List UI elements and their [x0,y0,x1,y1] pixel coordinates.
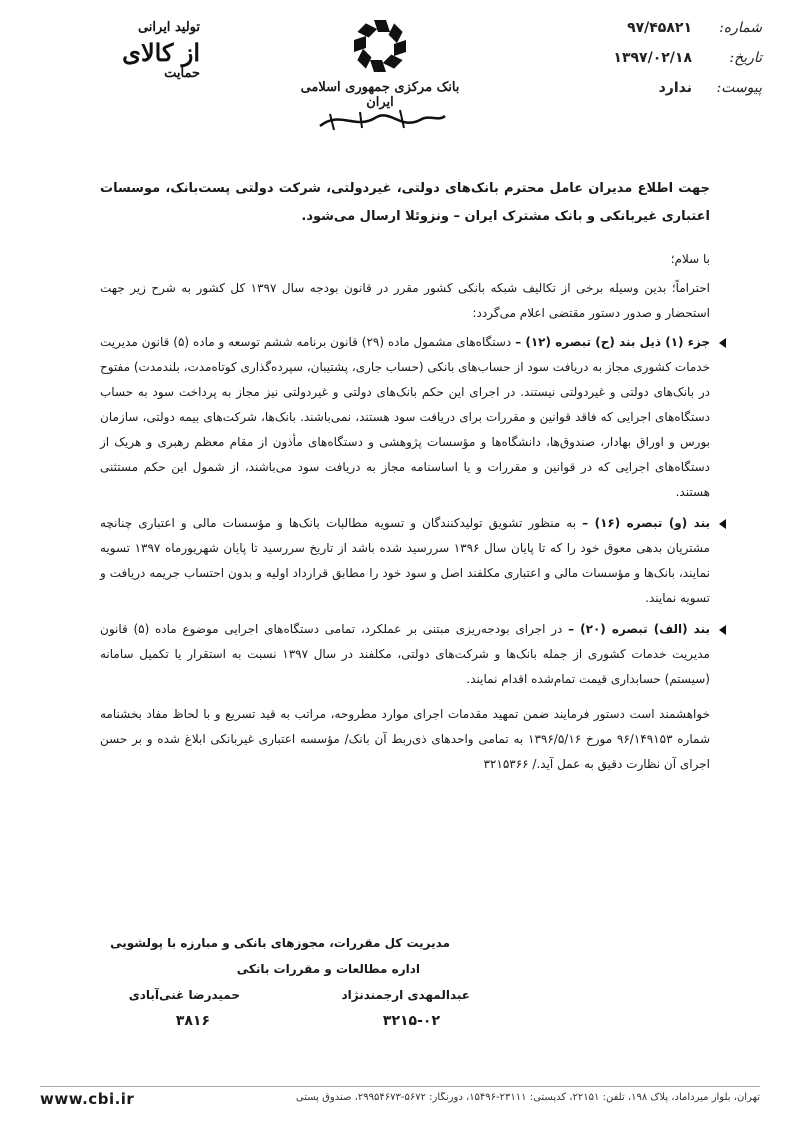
signature-office: اداره مطالعات و مقررات بانکی [236,962,420,976]
calligraphy-mark [300,100,460,140]
date-row [502,50,762,80]
signer-code-2: ۳۸۱۶ [175,1013,210,1029]
slogan-line-3: حمایت [164,66,200,81]
signature-department: مدیریت کل مقررات، مجوزهای بانکی و مبارزه با پولشویی [110,936,450,950]
list-item [100,511,710,611]
list-item [100,330,710,505]
footer-divider [40,1086,760,1087]
number-label: شماره: [719,20,762,36]
greeting: با سلام؛ [670,252,710,266]
item-heading: بند (و) تبصره (۱۶) – [582,516,711,530]
letter-body [100,175,710,777]
item-heading: جزء (۱) ذیل بند (ح) تبصره (۱۲) – [515,335,711,349]
item-heading: بند (الف) تبصره (۲۰) – [568,622,711,636]
footer-address: تهران، بلوار میرداماد، پلاک ۱۹۸، تلفن: ۲۲۱۵۱، کدپستی: ۲۳۱۱۱-۱۵۴۹۶، دورنگار: ۵۶۷۲-۲۹۹۵۴۶۷۳، صندوق پستی [295,1092,760,1103]
item-text: به منظور تشویق تولیدکنندگان و تسویه مطالبات بانک‌ها و مؤسسات مالی و اعتباری چنانچه مشتریان بدهی معوق خود را که تا پایان سال ۱۳۹۶ سررسید شده باشد از تاریخ سررسید تا پایان شهریورماه ۱۳۹۷ تسویه نمایند، بانک‌ها و مؤسسات مالی و اعتباری مکلفند اصل و سود خود را مطابق قرارداد اولیه و بدون احتساب جریمه دریافت و تسویه نمایند. [100,516,710,605]
list-item [100,617,710,692]
number-value: ۹۷/۴۵۸۲۱ [627,20,692,36]
arrow-bullet-icon [716,515,730,529]
signer-name-1: عبدالمهدی ارجمندنژاد [341,988,470,1002]
closing-paragraph: خواهشمند است دستور فرمایند ضمن تمهید مقدمات اجرای موارد مطروحه، مراتب به قید تسریع و با لحاظ مفاد بخشنامه شماره ۹۶/۱۴۹۱۵۳ مورخ ۱۳۹۶/۵/۱۶ به تمامی واحدهای ذی‌ربط آن بانک/ مؤسسه اعتباری غیربانکی ابلاغ شده و بر حسن اجرای آن نظارت دقیق به عمل آید./ ۳۲۱۵۳۶۶ [100,707,711,771]
recipients-intro: جهت اطلاع مدیران عامل محترم بانک‌های دولتی، غیردولتی، شرکت دولتی پست‌بانک، موسسات اعتباری غیربانکی و بانک مشترک ایران – ونزوئلا ارسال می‌شود. [100,181,710,224]
letter-meta [502,20,762,110]
date-label: تاریخ: [729,50,762,66]
signer-name-2: حمیدرضا غنی‌آبادی [128,988,240,1002]
slogan-line-1: تولید ایرانی [137,20,200,35]
footer-website[interactable]: www.cbi.ir [40,1090,135,1108]
opening-paragraph: احتراماً؛ بدین وسیله برخی از تکالیف شبکه بانکی کشور مقرر در قانون بودجه سال ۱۳۹۷ کل کشور به شرح زیر جهت استحضار و صدور دستور مقتضی اعلام می‌گردد: [100,281,710,320]
item-text: در اجرای بودجه‌ریزی مبتنی بر عملکرد، تمامی دستگاه‌های اجرایی موضوع ماده (۵) قانون مدیریت خدمات کشوری از جمله بانک‌ها و شرکت‌های دولتی، مکلفند در سال ۱۳۹۷ نسبت به استقرار یا تکمیل سامانه (سیستم) حسابداری قیمت تمام‌شده اقدام نمایند. [100,622,710,686]
arrow-bullet-icon [716,334,730,348]
attachment-label: پیوست: [716,80,762,96]
bank-name: بانک مرکزی جمهوری اسلامی ایران [300,80,460,110]
attachment-row [502,80,762,110]
attachment-value: ندارد [658,80,692,96]
signer-code-1: ۳۲۱۵-۰۲ [382,1013,440,1029]
date-value: ۱۳۹۷/۰۲/۱۸ [613,50,692,66]
bank-logo-icon [340,16,420,76]
slogan-line-2: از کالای [122,38,200,67]
item-text: دستگاه‌های مشمول ماده (۲۹) قانون برنامه ششم توسعه و ماده (۵) قانون مدیریت خدمات کشوری مجاز به دریافت سود از حساب‌های بانکی (حساب جاری، پشتیبان، سپرده‌گذاری کوتاه‌مدت، بلندمدت) مفتوح در بانک‌های دولتی و غیردولتی نیستند. در اجرای این حکم بانک‌های دولتی و غیردولتی نیز مجاز به پرداخت سود به حساب دستگاه‌های اجرایی که فاقد قوانین و مقررات برای دریافت سود هستند، نمی‌باشند. بانک‌ها، شرکت‌های بیمه دولتی، سازمان بورس و اوراق بهادار، صندوق‌ها، دانشگاه‌ها و مؤسسات پژوهشی و دستگاه‌های مأذون از مقام معظم رهبری و هریک از دستگاه‌های اجرایی که در قوانین و مقررات و یا اساسنامه مجاز به دریافت سود می‌باشند، از شمول این حکم مستثنی هستند. [99,335,710,499]
arrow-bullet-icon [716,621,730,635]
number-row [502,20,762,50]
slogan-stamp [90,20,200,90]
